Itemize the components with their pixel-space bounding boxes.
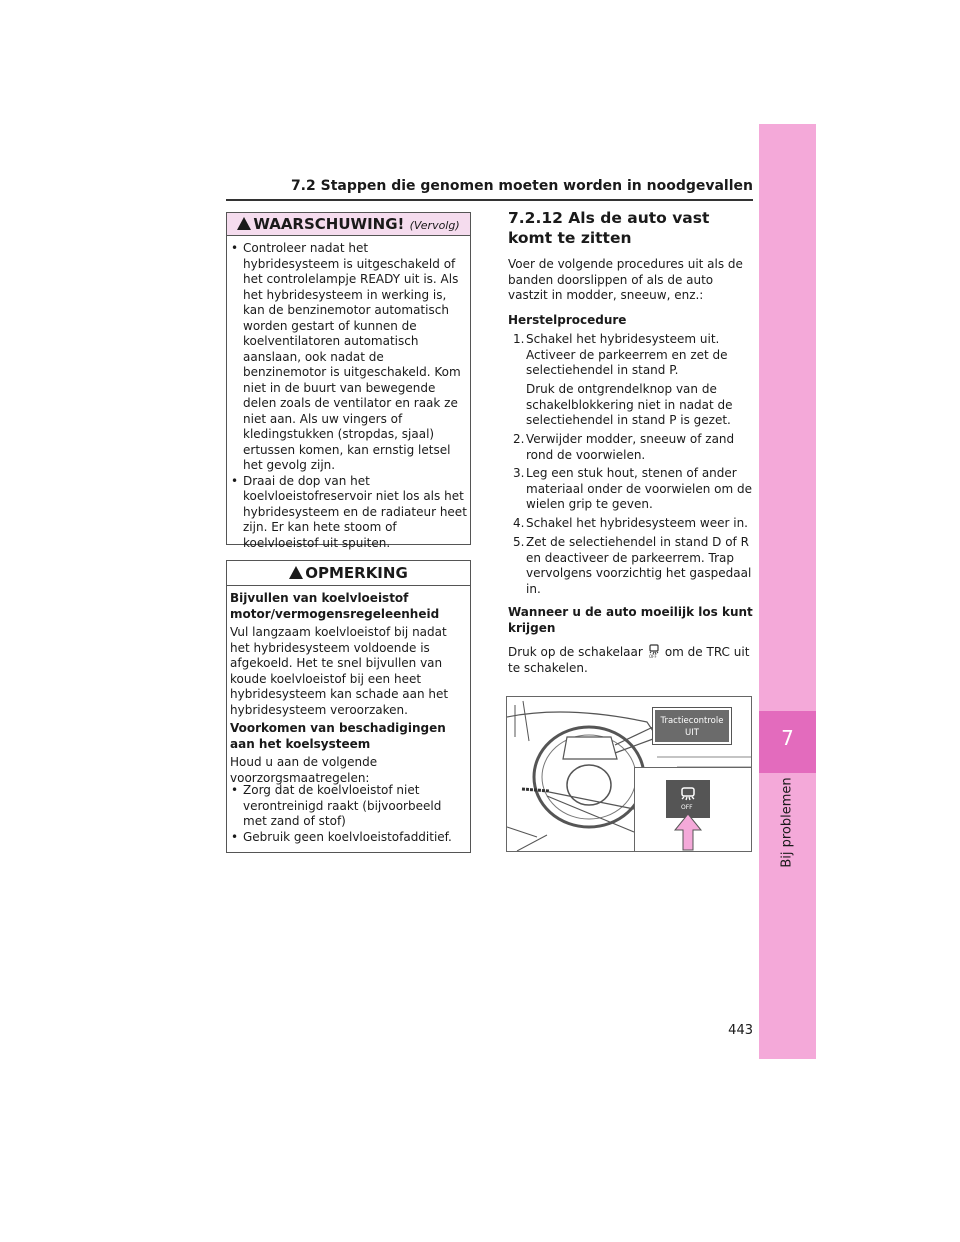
- step-text: Schakel het hybridesysteem uit. Activeer de parkeerrem en zet de selectiehendel in stand P.: [526, 332, 728, 377]
- trc-text-after: om de TRC uit te schakelen.: [508, 645, 750, 675]
- trc-instruction: [508, 644, 753, 676]
- notice-heading-damage: Voorkomen van beschadigingen aan het koelsysteem: [230, 721, 446, 751]
- chapter-side-tab: [759, 124, 816, 1059]
- section-intro: Voer de volgende procedures uit als de banden doorslippen of als de auto vastzit in modder, sneeuw, enz.:: [508, 257, 743, 302]
- pointer-arrow-icon: [673, 812, 703, 852]
- notice-paragraph-coolant: Vul langzaam koelvloeistof bij nadat het hybridesysteem voldoende is afgekoeld. Het te snel bijvullen van koude koelvloeistof bij een heet hybridesysteem kan schade aan het hybridesysteem veroorzaken.: [230, 625, 449, 717]
- warning-header: [227, 213, 470, 236]
- step-2: [508, 432, 753, 463]
- step-3: [508, 466, 753, 513]
- step-text: Schakel het hybridesysteem weer in.: [526, 516, 748, 530]
- step-1-note: [508, 382, 753, 429]
- step-number: 2.: [513, 432, 525, 446]
- page-number: 443: [728, 1023, 753, 1038]
- step-note: Druk de ontgrendelknop van de schakelblokkering niet in nadat de selectiehendel in stand P is gezet.: [526, 382, 733, 427]
- warning-icon: [237, 217, 251, 230]
- notice-icon: [289, 566, 303, 579]
- button-label: OFF: [681, 804, 693, 810]
- traction-control-callout: Tractiecontrole UIT: [653, 708, 731, 744]
- step-number: 3.: [513, 466, 525, 480]
- list-item: • Zorg dat de koelvloeistof niet verontreinigd raakt (bijvoorbeeld met zand of stof): [227, 783, 465, 830]
- trc-text-before: Druk op de schakelaar: [508, 645, 643, 659]
- chapter-number: 7: [781, 726, 794, 750]
- step-1: [508, 332, 753, 379]
- notice-paragraph-precautions: Houd u aan de volgende voorzorgsmaatregelen:: [230, 755, 378, 785]
- chapter-label: Bij problemen: [779, 777, 795, 868]
- notice-heading-coolant: Bijvullen van koelvloeistof motor/vermogensregeleenheid: [230, 591, 440, 621]
- page-header-title: 7.2 Stappen die genomen moeten worden in noodgevallen: [290, 178, 753, 194]
- list-item: • Gebruik geen koelvloeistofadditief.: [227, 830, 465, 846]
- difficult-heading: Wanneer u de auto moeilijk los kunt krijgen: [508, 605, 753, 635]
- step-number: 5.: [513, 535, 525, 549]
- warning-list: [227, 241, 467, 551]
- switch-inset: [634, 767, 752, 852]
- list-item: • Draai de dop van het koelvloeistofreservoir niet los als het hybridesysteem en de radiateur heet zijn. Er kan hete stoom of koelvloeistof uit spuiten.: [227, 474, 467, 552]
- step-text: Leg een stuk hout, stenen of ander materiaal onder de voorwielen om de wielen grip te geven.: [526, 466, 752, 511]
- header-divider: [226, 199, 753, 201]
- step-5: [508, 535, 753, 597]
- warning-box: [226, 212, 471, 550]
- notice-title: OPMERKING: [305, 564, 408, 582]
- step-text: Zet de selectiehendel in stand D of R en deactiveer de parkeerrem. Trap vervolgens voorzichtig het gaspedaal in.: [526, 535, 752, 596]
- notice-header: [227, 561, 470, 586]
- trc-off-icon: [678, 786, 698, 810]
- notice-box: [226, 560, 471, 853]
- step-text: Verwijder modder, sneeuw of zand rond de voorwielen.: [526, 432, 735, 462]
- step-number: 1.: [513, 332, 525, 346]
- step-number: 4.: [513, 516, 525, 530]
- section-title: 7.2.12 Als de auto vast komt te zitten: [508, 209, 710, 247]
- trc-off-icon: [647, 644, 661, 658]
- notice-list: [227, 783, 465, 845]
- trc-switch-illustration: [506, 696, 752, 852]
- svg-text:OFF: OFF: [648, 654, 657, 658]
- warning-subtitle: (Vervolg): [409, 219, 460, 232]
- list-item: • Controleer nadat het hybridesysteem is uitgeschakeld of het controlelampje READY uit is. Als het hybridesysteem in werking is, kan de benzinemotor automatisch worden gestart of kunnen de koelventilatoren automatisch aanslaan, ook nadat de benzinemotor is uitgeschakeld. Kom niet in de buurt van bewegende delen zoals de ventilator en raak ze niet aan. Als uw vingers of kledingstukken (stropdas, sjaal) ertussen komen, kan ernstig letsel het gevolg zijn.: [227, 241, 467, 474]
- step-4: [508, 516, 753, 532]
- procedure-heading: Herstelprocedure: [508, 313, 627, 327]
- warning-title: WAARSCHUWING!: [253, 215, 405, 233]
